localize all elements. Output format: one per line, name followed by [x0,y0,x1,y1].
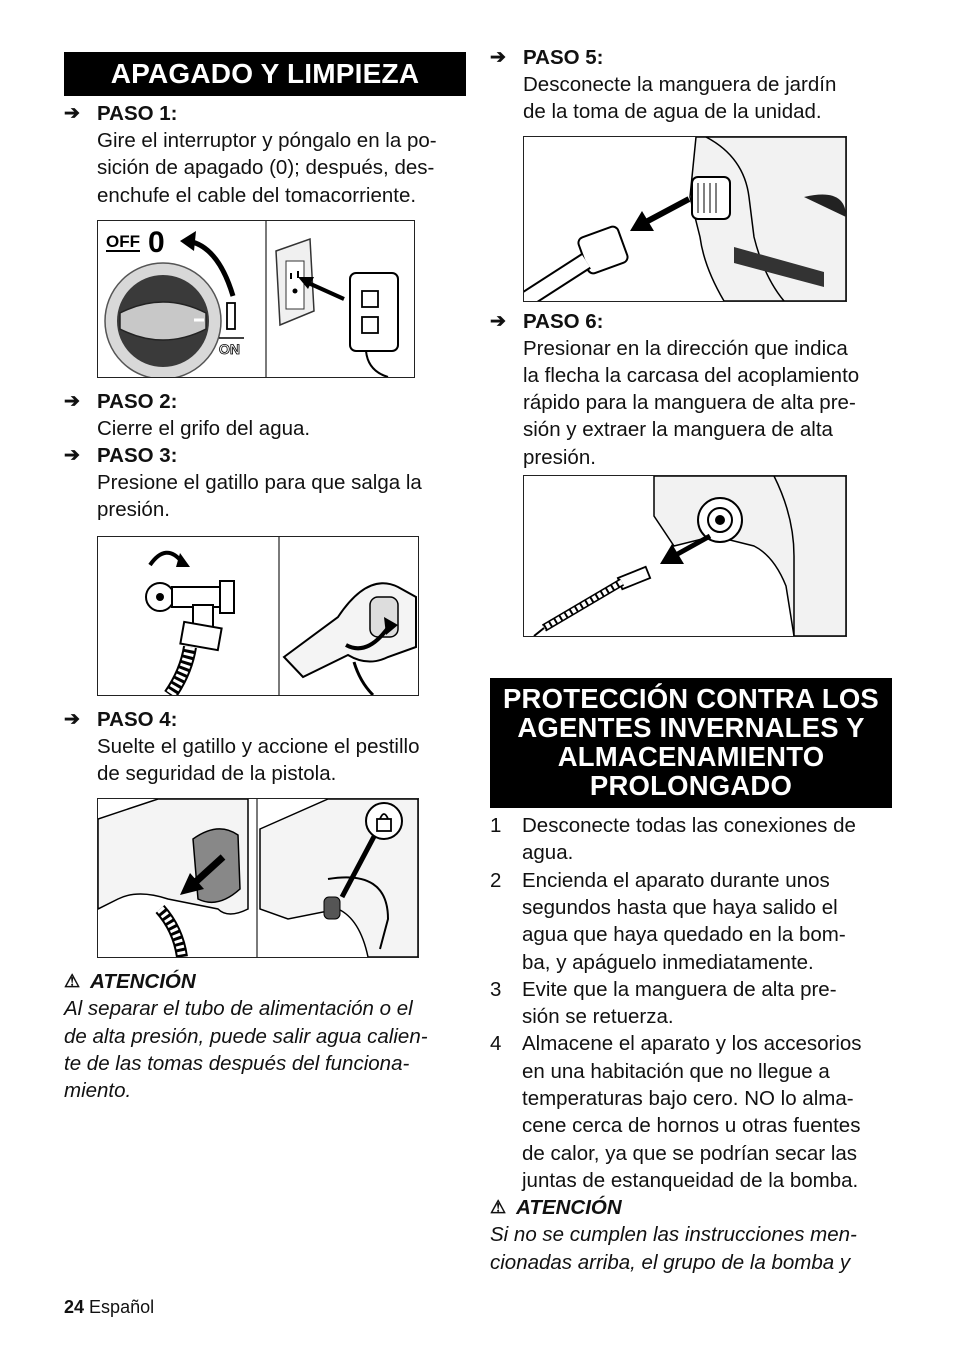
step-text: Gire el interruptor y póngalo en la po- sición de apagado (0); después, des- enchufe el cable del tomacorriente. [97,129,437,207]
step-label: PASO 2: [97,389,178,413]
note-text: Al separar el tubo de alimentación o el de alta presión, puede salir agua calien- te de las tomas después del funciona- miento. [64,997,428,1103]
step-label: PASO 3: [97,444,178,468]
footer-language: Español [89,1297,155,1317]
step-text: Presione el gatillo para que salga la presión. [97,471,422,522]
left-column [64,52,466,1105]
step-3 [64,442,466,524]
attention-note-left [64,968,466,1104]
figure-switch-plug [97,220,415,378]
step-text: Suelte el gatillo y accione el pestillo de seguridad de la pistola. [97,734,420,786]
arrow-right-icon: ➔ [64,708,80,730]
on-label: ON [219,340,240,357]
right-column [490,44,892,1276]
step-label: PASO 6: [523,309,604,333]
section-heading-shutdown: APAGADO Y LIMPIEZA [64,52,466,96]
figure-garden-hose [523,136,847,302]
section-heading-winter-storage: PROTECCIÓN CONTRA LOS AGENTES INVERNALES Y ALMACENAMIENTO PROLONGADO [490,678,892,808]
figure-faucet-trigger [97,536,419,696]
arrow-right-icon: ➔ [64,103,80,124]
figure-safety-latch [97,798,419,958]
arrow-right-icon: ➔ [64,445,80,467]
zero-label: 0 [148,225,165,259]
step-label: PASO 4: [97,707,178,731]
list-item: 3 Evite que la manguera de alta pre- sión se retuerza. [490,977,837,1029]
list-item: 2 Encienda el aparato durante unos segundos hasta que haya salido el agua que haya quedado en la bom- ba, y apáguelo inmediatamente. [490,868,846,974]
note-text: Si no se cumplen las instrucciones men- cionadas arriba, el grupo de la bomba y [490,1223,857,1274]
list-item: 4 Almacene el aparato y los accesorios en una habitación que no llegue a temperaturas bajo cero. NO lo alma- cene cerca de hornos u otras fuentes de calor, ya que se podrían secar las juntas de estanqueidad de la bomba. [490,1032,862,1192]
page-footer [64,1297,154,1318]
arrow-right-icon: ➔ [64,390,80,412]
step-1 [64,100,466,209]
step-6 [490,308,892,471]
warning-triangle-icon: ⚠ [490,1197,507,1218]
figure-quick-coupling [523,475,847,637]
off-label: OFF [106,231,140,251]
step-label: PASO 1: [97,102,178,125]
step-text: Desconecte la manguera de jardín de la toma de agua de la unidad. [523,73,837,124]
storage-instructions-list [490,812,892,1194]
arrow-right-icon: ➔ [490,310,506,332]
note-title: ATENCIÓN [90,970,196,994]
attention-note-right [490,1194,892,1276]
page-number: 24 [64,1297,85,1317]
list-item: 1 Desconecte todas las conexiones de agua. [490,814,856,865]
step-5 [490,44,892,126]
step-label: PASO 5: [523,46,604,69]
warning-triangle-icon: ⚠ [64,971,81,992]
note-title: ATENCIÓN [516,1196,622,1220]
step-2 [64,388,466,442]
step-4 [64,706,466,788]
arrow-right-icon: ➔ [490,47,506,68]
step-text: Cierre el grifo del agua. [97,416,311,440]
step-text: Presionar en la dirección que indica la flecha la carcasa del acoplamiento rápido para la manguera de alta pre- sión y extraer la manguera de alta presión. [523,336,860,469]
